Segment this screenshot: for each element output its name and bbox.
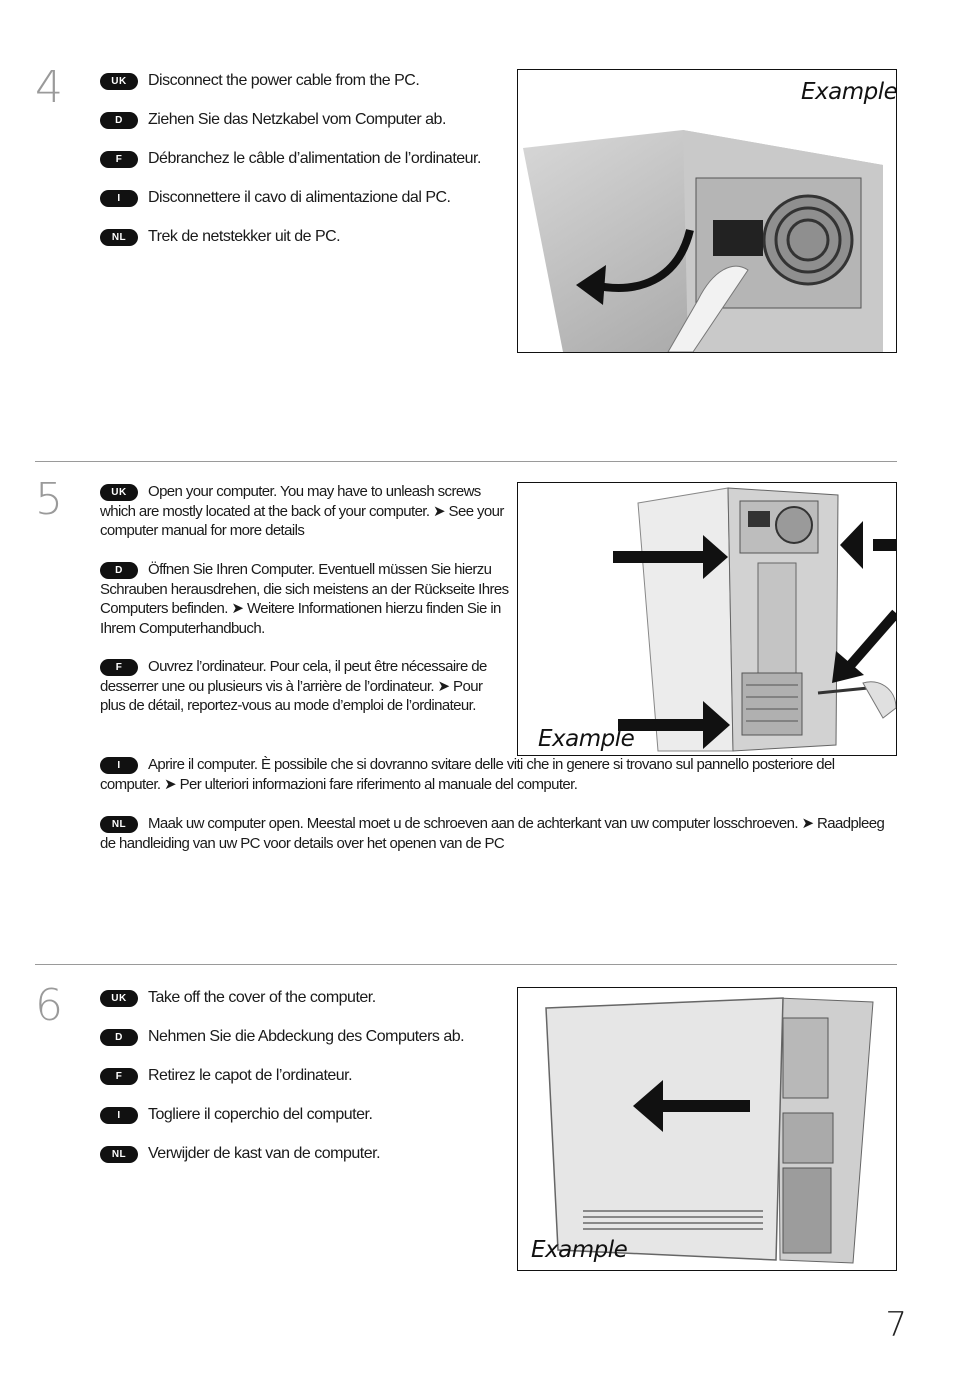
instruction-text: Maak uw computer open. Meestal moet u de schroeven aan de achterkant van uw computer losschroeven. ➤ Raadpleeg de handleiding van uw PC voor details over het openen van de PC (100, 815, 885, 852)
instruction-d (100, 1027, 464, 1047)
language-badge-d: D (100, 562, 138, 579)
instruction-text: Nehmen Sie die Abdeckung des Computers ab. (148, 1028, 465, 1045)
instruction-text: Open your computer. You may have to unleash screws which are mostly located at the back of your computer. ➤ See your computer manual for more details (100, 483, 504, 539)
example-caption: Example (538, 726, 635, 752)
instruction-uk (100, 988, 376, 1008)
language-badge-f: F (100, 151, 138, 168)
step-number-4: 4 (35, 62, 63, 113)
instruction-text: Aprire il computer. È possibile che si dovranno svitare delle viti che in genere si trovano sul pannello posteriore del computer. ➤ Per ulteriori informazioni fare riferimento al manuale del computer. (100, 756, 835, 793)
language-badge-i: I (100, 190, 138, 207)
instruction-nl (100, 814, 898, 853)
instruction-text: Take off the cover of the computer. (148, 989, 376, 1006)
example-caption: Example (801, 79, 898, 105)
language-badge-i: I (100, 1107, 138, 1124)
language-badge-nl: NL (100, 816, 138, 833)
instruction-text: Débranchez le câble d’alimentation de l’ordinateur. (148, 150, 481, 167)
language-badge-d: D (100, 112, 138, 129)
instruction-uk (100, 482, 508, 541)
instruction-i (100, 1105, 372, 1125)
instruction-f (100, 149, 481, 169)
photo-open-computer (517, 482, 897, 756)
section-divider (35, 461, 897, 462)
photo-remove-cover (517, 987, 897, 1271)
language-badge-f: F (100, 1068, 138, 1085)
language-badge-i: I (100, 757, 138, 774)
step-number-6: 6 (35, 980, 63, 1031)
instruction-text: Ziehen Sie das Netzkabel vom Computer ab. (148, 111, 446, 128)
language-badge-uk: UK (100, 73, 138, 90)
instruction-text: Ouvrez l’ordinateur. Pour cela, il peut être nécessaire de desserrer une ou plusieurs vis à l’arrière de l’ordinateur. ➤ Pour plus de détail, reportez-vous au mode d’emploi de l’ordinateur. (100, 658, 487, 714)
instruction-d (100, 110, 446, 130)
pc-tower-rear-illustration (518, 483, 896, 755)
language-badge-nl: NL (100, 229, 138, 246)
instruction-text: Togliere il coperchio del computer. (148, 1106, 373, 1123)
instruction-nl (100, 1144, 380, 1164)
pc-cover-removal-illustration (518, 988, 896, 1270)
instruction-i (100, 755, 898, 794)
instruction-text: Öffnen Sie Ihren Computer. Eventuell müssen Sie hierzu Schrauben herausdrehen, die sich meistens an der Rückseite Ihres Computers befinden. ➤ Weitere Informationen hierzu finden Sie in Ihrem Computerhandbuch. (100, 561, 509, 637)
language-badge-f: F (100, 659, 138, 676)
instruction-text: Disconnect the power cable from the PC. (148, 72, 420, 89)
step-number-5: 5 (35, 474, 63, 525)
language-badge-nl: NL (100, 1146, 138, 1163)
instruction-i (100, 188, 451, 208)
instruction-text: Trek de netstekker uit de PC. (148, 228, 341, 245)
example-caption: Example (531, 1237, 628, 1263)
instruction-f (100, 657, 500, 716)
instruction-text: Verwijder de kast van de computer. (148, 1145, 381, 1162)
page-number: 7 (885, 1305, 907, 1345)
instruction-nl (100, 227, 340, 247)
instruction-text: Retirez le capot de l’ordinateur. (148, 1067, 353, 1084)
language-badge-d: D (100, 1029, 138, 1046)
section-divider (35, 964, 897, 965)
instruction-text: Disconnettere il cavo di alimentazione dal PC. (148, 189, 451, 206)
photo-disconnect-power (517, 69, 897, 353)
instruction-uk (100, 71, 419, 91)
instruction-d (100, 560, 512, 638)
pc-rear-illustration (518, 70, 896, 352)
language-badge-uk: UK (100, 484, 138, 501)
language-badge-uk: UK (100, 990, 138, 1007)
instruction-f (100, 1066, 352, 1086)
